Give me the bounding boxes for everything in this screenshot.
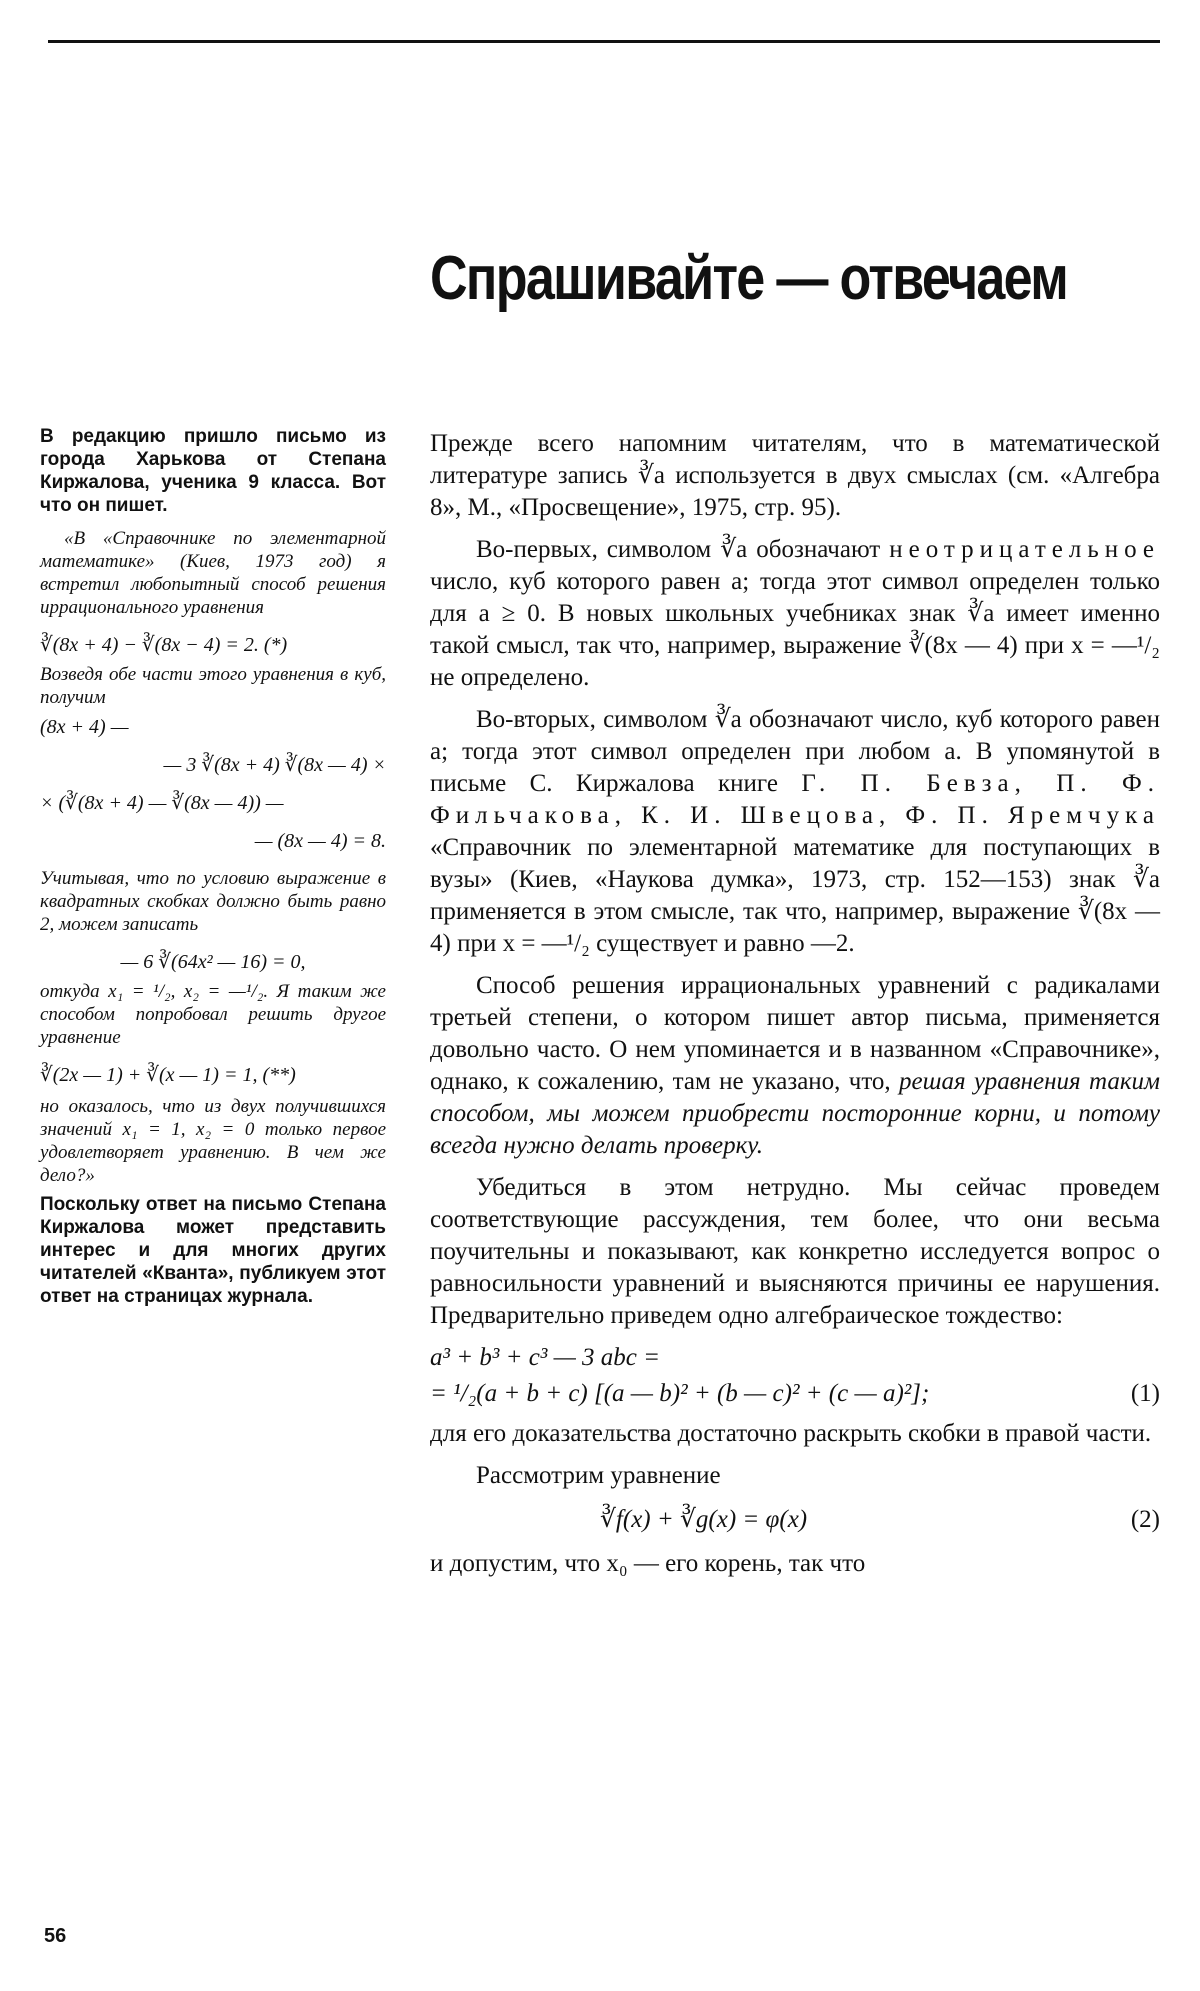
article-paragraph-2-start: Во-первых, символом ∛a обозначают <box>476 536 890 563</box>
sidebar-outro: Поскольку ответ на письмо Степана Киржалова может представить интерес и для многих других читателей «Кванта», публикуем этот ответ на страницах журнала. <box>40 1194 386 1307</box>
article-paragraph-2 <box>430 534 1160 694</box>
italic-emphasis: решая уравнения таким способом, мы можем приобрести посторонние корни, и потому всегда нужно делать проверку. <box>430 1068 1160 1159</box>
article-paragraph-8: и допустим, что x₀ — его корень, так что <box>430 1550 866 1577</box>
identity-line-1-text: a³ + b³ + c³ — 3 abc = <box>430 1344 661 1371</box>
equation-star: ∛(8x + 4) − ∛(8x − 4) = 2. (*) <box>40 634 288 656</box>
book-authors: Г. П. Бевза, П. Ф. Фильчакова, К. И. Швецова, Ф. П. Яремчука <box>430 770 1160 829</box>
equation-cube-line-4: — (8x — 4) = 8. <box>254 830 386 852</box>
spaced-term: неотрицательное <box>889 536 1160 563</box>
equation-number-1: (1) <box>1130 1380 1160 1407</box>
article-paragraph-3 <box>430 704 1160 960</box>
equation-2 <box>430 1504 1160 1536</box>
letter-paragraph-4: откуда x₁ = ¹/₂, x₂ = —¹/₂. Я таким же способом попробовал решить другое уравнение <box>40 981 386 1048</box>
equation-2-text: ∛f(x) + ∛g(x) = φ(x) <box>600 1506 808 1533</box>
letter-paragraph-1: «В «Справочнике по элементарной математике» (Киев, 1973 год) я встретил любопытный способ решения иррационального уравнения <box>40 528 386 618</box>
article-paragraph-7: Рассмотрим уравнение <box>476 1462 721 1489</box>
article-paragraph-1: Прежде всего напомним читателям, что в математической литературе запись ∛a используется в двух смыслах (см. «Алгебра 8», М., «Просвещение», 1975, стр. 95). <box>430 430 1160 521</box>
main-article <box>430 428 1160 1590</box>
article-paragraph-5: Убедиться в этом нетрудно. Мы сейчас проведем соответствующие рассуждения, тем более, что они весьма поучительны и показывают, как конкретно исследуется вопрос о равносильности уравнений и выясняются причины ее нарушения. Предварительно приведем одно алгебраическое тождество: <box>430 1174 1160 1329</box>
article-paragraph-4 <box>430 970 1160 1162</box>
sidebar-letter <box>40 425 386 1308</box>
letter-paragraph-3: Учитывая, что по условию выражение в квадратных скобках должно быть равно 2, можем записать <box>40 868 386 935</box>
equation-cube-line-1: (8x + 4) — <box>40 716 129 738</box>
equation-cube-line-2: — 3 ∛(8x + 4) ∛(8x — 4) × <box>163 754 386 776</box>
sidebar-intro: В редакцию пришло письмо из города Харькова от Степана Киржалова, ученика 9 класса. Вот что он пишет. <box>40 426 386 516</box>
article-paragraph-3-end: «Справочник по элементарной математике для поступающих в вузы» (Киев, «Наукова думка», 1973, стр. 152—153) знак ∛a применяется в этом смысле, так что, например, выражение ∛(8x — 4) при x = —¹/₂ существует и равно —2. <box>430 834 1160 957</box>
article-paragraph-6: для его доказательства достаточно раскрыть скобки в правой части. <box>430 1420 1152 1447</box>
equation-zero: — 6 ∛(64x² — 16) = 0, <box>120 951 306 973</box>
letter-paragraph-2: Возведя обе части этого уравнения в куб, получим <box>40 664 386 708</box>
identity-line-1 <box>430 1342 1160 1374</box>
identity-line-2-text: = ¹/₂(a + b + c) [(a — b)² + (b — c)² + (c — a)²]; <box>430 1380 930 1407</box>
article-paragraph-2-end: число, куб которого равен a; тогда этот символ определен только для a ≥ 0. В новых школьных учебниках знак ∛a имеет именно такой смысл, так что, например, выражение ∛(8x — 4) при x = —¹/₂ не определено. <box>430 568 1160 691</box>
equation-number-2: (2) <box>1130 1506 1160 1533</box>
article-paragraph-3-start: Во-вторых, символом ∛a обозначают число, куб которого равен a; тогда этот символ определен при любом a. В упомянутой в письме С. Киржалова книге <box>430 706 1160 797</box>
letter-paragraph-5: но оказалось, что из двух получившихся значений x₁ = 1, x₂ = 0 только первое удовлетворяет уравнению. В чем же дело?» <box>40 1096 386 1186</box>
equation-double-star: ∛(2x — 1) + ∛(x — 1) = 1, (**) <box>40 1064 296 1086</box>
top-rule <box>48 40 1160 43</box>
identity-line-2 <box>430 1378 1160 1410</box>
equation-cube-line-3: × (∛(8x + 4) — ∛(8x — 4)) — <box>40 792 284 814</box>
article-paragraph-4-start: Способ решения иррациональных уравнений с радикалами третьей степени, о котором пишет автор письма, применяется довольно часто. О нем упоминается и в названном «Справочнике», однако, к сожалению, там не указано, что, <box>430 972 1160 1095</box>
page-title: Спрашивайте — отвечаем <box>430 244 1068 313</box>
page-number: 56 <box>44 1925 67 1947</box>
